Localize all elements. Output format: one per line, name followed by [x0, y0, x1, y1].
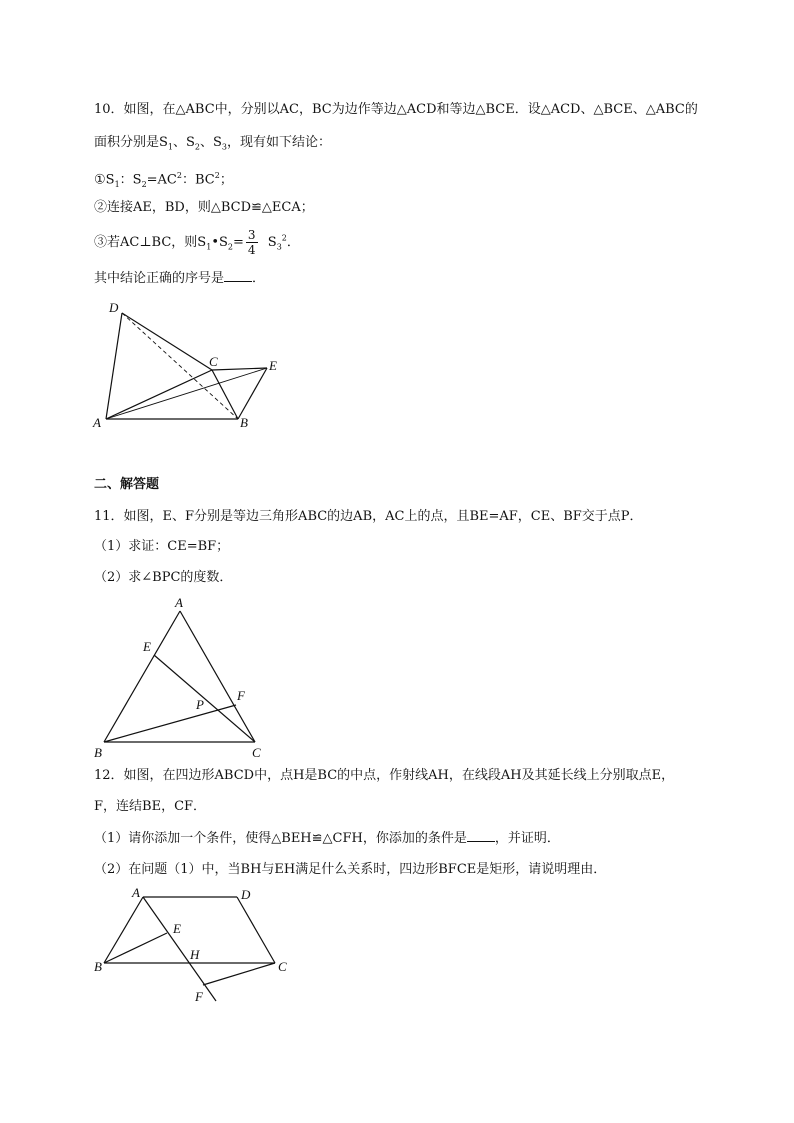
q10-line1: 10．如图，在△ABC中，分别以AC，BC为边作等边△ACD和等边△BCE．设△ACD、△BCE、△ABC的	[94, 102, 698, 117]
label-a: A	[93, 415, 101, 430]
label-d: D	[241, 887, 251, 902]
label-b: B	[240, 415, 248, 430]
c3-d: S	[267, 235, 277, 250]
label-a: A	[175, 595, 183, 610]
label-e: E	[143, 639, 151, 654]
c3-b: •S	[211, 235, 228, 250]
c3-a: ③若AC⊥BC，则S	[94, 235, 207, 250]
c1-d: ：BC	[181, 172, 215, 188]
c3-e: ．	[286, 235, 300, 250]
c1-b: ：S	[119, 172, 142, 188]
label-p: P	[196, 697, 204, 712]
segment-cf	[203, 963, 275, 985]
c1-c: =AC	[146, 172, 177, 188]
label-b: B	[94, 959, 102, 974]
q10-sub: 1	[167, 142, 173, 152]
c1-sub: 1	[114, 179, 120, 189]
c1-a: ①S	[94, 172, 115, 188]
q11-part1: （1）求证：CE=BF；	[94, 539, 230, 554]
q12-part1-end: ，并证明．	[494, 831, 560, 846]
q12-part1-text: （1）请你添加一个条件，使得△BEH≌△CFH，你添加的条件是	[94, 831, 467, 846]
q12-line2: F，连结BE，CF．	[94, 799, 207, 814]
label-b: B	[94, 745, 102, 760]
q12-line1: 12．如图，在四边形ABCD中，点H是BC的中点，作射线AH，在线段AH及其延长线上分别取点E，	[94, 768, 675, 783]
label-d: D	[109, 300, 119, 315]
q10-ask-end: ．	[252, 271, 266, 286]
label-c: C	[278, 959, 287, 974]
c3-c: =	[232, 235, 244, 250]
c3-sub: 1	[206, 242, 212, 252]
q10-sub: 3	[221, 142, 227, 152]
segment-dc	[237, 897, 275, 963]
q10-line2-end: ，现有如下结论：	[227, 135, 332, 150]
label-h: H	[190, 947, 200, 962]
label-a: A	[132, 885, 140, 900]
c1-e: ；	[219, 172, 233, 188]
c1-sup: 2	[214, 171, 220, 180]
q10-ask: 其中结论正确的序号是	[94, 271, 225, 286]
c3-sup: 2	[281, 233, 287, 243]
section-heading: 二、解答题	[94, 477, 160, 492]
q11-part2: （2）求∠BPC的度数．	[94, 570, 233, 585]
fraction-denominator: 4	[247, 243, 256, 257]
q10-sub: 2	[194, 142, 200, 152]
fraction-numerator: 3	[247, 228, 256, 242]
c3-sub: 3	[276, 242, 282, 252]
label-e: E	[173, 921, 181, 936]
label-e: E	[269, 358, 277, 373]
label-c: C	[252, 745, 261, 760]
q10-sep: 、S	[200, 135, 222, 150]
ray-ah	[143, 897, 216, 1001]
label-f: F	[237, 688, 245, 703]
q12-part2: （2）在问题（1）中，当BH与EH满足什么关系时，四边形BFCE是矩形，请说明理由．	[94, 862, 607, 877]
q10-sep: 、S	[173, 135, 195, 150]
label-f: F	[195, 989, 203, 1004]
c1-sub: 2	[141, 179, 147, 189]
c1-sup: 2	[176, 171, 182, 180]
q10-conclusion-2: ②连接AE，BD，则△BCD≌△ECA；	[94, 200, 314, 215]
label-c: C	[209, 354, 218, 369]
q10-line2-text: 面积分别是S	[94, 135, 168, 150]
c3-sub: 2	[227, 242, 233, 252]
q11-line1: 11．如图，E、F分别是等边三角形ABC的边AB，AC上的点，且BE=AF，CE、BF交于点P．	[94, 509, 643, 524]
